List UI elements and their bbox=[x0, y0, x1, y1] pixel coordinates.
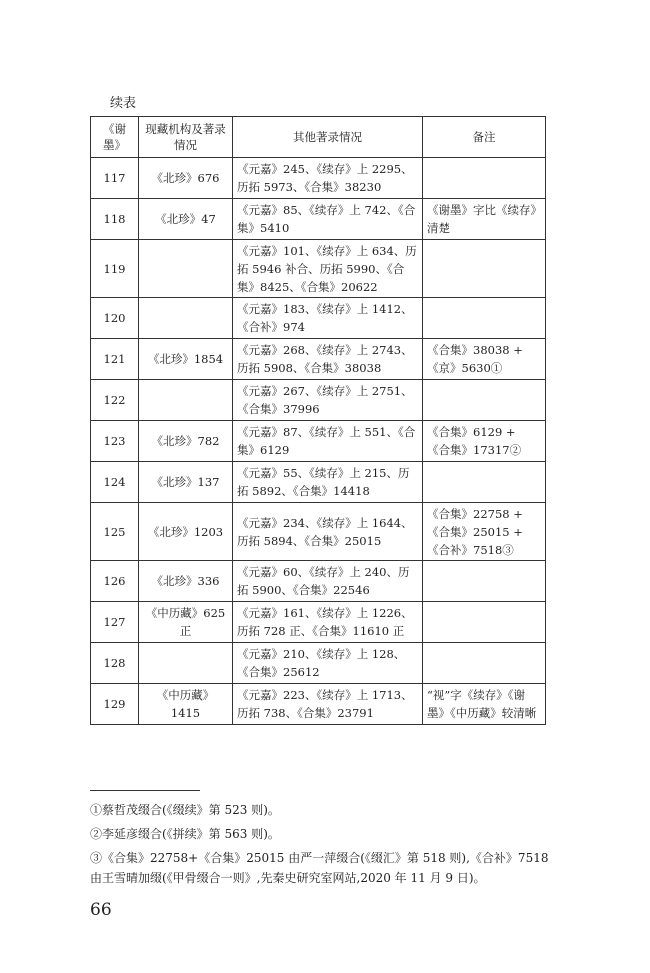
row-records: 《元嘉》161、《续存》上 1226、历拓 728 正、《合集》11610 正 bbox=[233, 602, 423, 643]
header-notes: 备注 bbox=[423, 117, 546, 158]
row-institution: 《北珍》1203 bbox=[139, 503, 233, 561]
row-number: 127 bbox=[91, 602, 139, 643]
row-note: 《谢墨》字比《续存》清楚 bbox=[423, 199, 546, 240]
row-number: 121 bbox=[91, 339, 139, 380]
row-note: 《合集》22758 + 《合集》25015 + 《合补》7518③ bbox=[423, 503, 546, 561]
header-other-records: 其他著录情况 bbox=[233, 117, 423, 158]
table-row bbox=[91, 339, 546, 380]
footnote-3: ③《合集》22758+《合集》25015 由严一萍缀合(《缀汇》第 518 则),《合补》7518 由王雪晴加缀(《甲骨缀合一则》,先秦史研究室网站,2020 年 11 月 9 日)。 bbox=[90, 851, 549, 885]
row-records: 《元嘉》245、《续存》上 2295、历拓 5973、《合集》38230 bbox=[233, 158, 423, 199]
row-number: 125 bbox=[91, 503, 139, 561]
row-institution bbox=[139, 380, 233, 421]
table-row bbox=[91, 602, 546, 643]
row-records: 《元嘉》183、《续存》上 1412、《合补》974 bbox=[233, 298, 423, 339]
row-note bbox=[423, 643, 546, 684]
row-institution bbox=[139, 643, 233, 684]
row-number: 119 bbox=[91, 240, 139, 298]
row-institution: 《中历藏》625 正 bbox=[139, 602, 233, 643]
row-institution: 《北珍》782 bbox=[139, 421, 233, 462]
row-number: 123 bbox=[91, 421, 139, 462]
row-note: 《合集》38038 + 《京》5630① bbox=[423, 339, 546, 380]
footnote-divider bbox=[90, 790, 200, 791]
row-note bbox=[423, 462, 546, 503]
row-number: 117 bbox=[91, 158, 139, 199]
row-records: 《元嘉》60、《续存》上 240、历拓 5900、《合集》22546 bbox=[233, 561, 423, 602]
table-row bbox=[91, 199, 546, 240]
row-note bbox=[423, 158, 546, 199]
row-institution: 《北珍》336 bbox=[139, 561, 233, 602]
table-row bbox=[91, 380, 546, 421]
row-institution: 《北珍》1854 bbox=[139, 339, 233, 380]
header-institution: 现藏机构及著录情况 bbox=[139, 117, 233, 158]
table-row bbox=[91, 421, 546, 462]
row-records: 《元嘉》268、《续存》上 2743、历拓 5908、《合集》38038 bbox=[233, 339, 423, 380]
row-records: 《元嘉》87、《续存》上 551、《合集》6129 bbox=[233, 421, 423, 462]
footnotes bbox=[90, 800, 560, 892]
row-records: 《元嘉》223、《续存》上 1713、历拓 738、《合集》23791 bbox=[233, 684, 423, 725]
table-row bbox=[91, 561, 546, 602]
row-note bbox=[423, 298, 546, 339]
row-institution: 《中历藏》1415 bbox=[139, 684, 233, 725]
page-number: 66 bbox=[90, 900, 112, 920]
footnote-1: ①蔡哲茂缀合(《缀续》第 523 则)。 bbox=[90, 803, 280, 817]
table-caption: 续表 bbox=[110, 96, 137, 111]
row-number: 124 bbox=[91, 462, 139, 503]
row-records: 《元嘉》101、《续存》上 634、历拓 5946 补合、历拓 5990、《合集》8425、《合集》20622 bbox=[233, 240, 423, 298]
table-row bbox=[91, 684, 546, 725]
row-number: 126 bbox=[91, 561, 139, 602]
header-xiemo: 《谢墨》 bbox=[91, 117, 139, 158]
row-note bbox=[423, 602, 546, 643]
footnote-2: ②李延彦缀合(《拼续》第 563 则)。 bbox=[90, 827, 280, 841]
row-note bbox=[423, 380, 546, 421]
row-note: 《合集》6129 + 《合集》17317② bbox=[423, 421, 546, 462]
table-row bbox=[91, 240, 546, 298]
row-note: “视”字《续存》《谢墨》《中历藏》较清晰 bbox=[423, 684, 546, 725]
table-row bbox=[91, 462, 546, 503]
table-row bbox=[91, 503, 546, 561]
records-table bbox=[90, 116, 546, 725]
row-records: 《元嘉》210、《续存》上 128、《合集》25612 bbox=[233, 643, 423, 684]
row-number: 129 bbox=[91, 684, 139, 725]
table-row bbox=[91, 298, 546, 339]
row-institution: 《北珍》676 bbox=[139, 158, 233, 199]
table-row bbox=[91, 643, 546, 684]
row-institution: 《北珍》137 bbox=[139, 462, 233, 503]
row-note bbox=[423, 240, 546, 298]
row-institution: 《北珍》47 bbox=[139, 199, 233, 240]
row-records: 《元嘉》234、《续存》上 1644、历拓 5894、《合集》25015 bbox=[233, 503, 423, 561]
row-number: 118 bbox=[91, 199, 139, 240]
row-number: 122 bbox=[91, 380, 139, 421]
row-institution bbox=[139, 298, 233, 339]
table-row bbox=[91, 158, 546, 199]
row-number: 128 bbox=[91, 643, 139, 684]
row-records: 《元嘉》55、《续存》上 215、历拓 5892、《合集》14418 bbox=[233, 462, 423, 503]
row-institution bbox=[139, 240, 233, 298]
row-records: 《元嘉》85、《续存》上 742、《合集》5410 bbox=[233, 199, 423, 240]
row-number: 120 bbox=[91, 298, 139, 339]
row-records: 《元嘉》267、《续存》上 2751、《合集》37996 bbox=[233, 380, 423, 421]
row-note bbox=[423, 561, 546, 602]
table-header-row bbox=[91, 117, 546, 158]
